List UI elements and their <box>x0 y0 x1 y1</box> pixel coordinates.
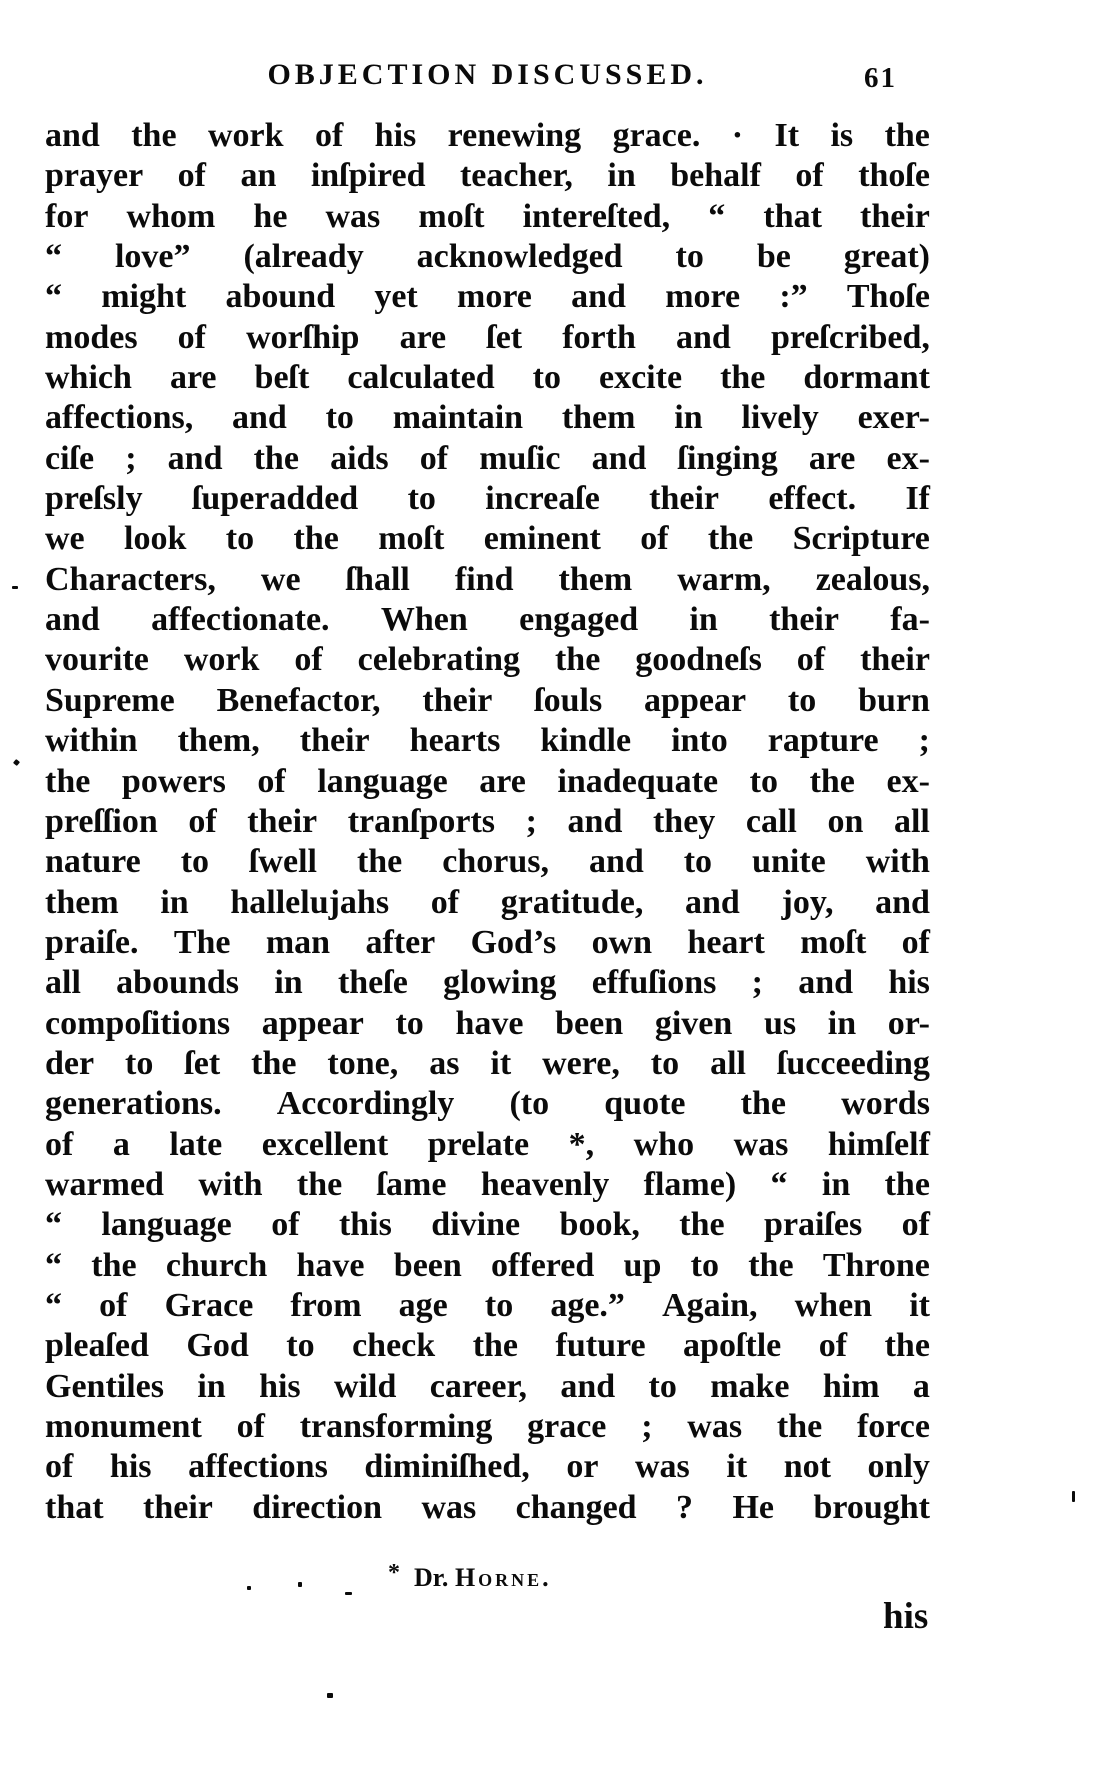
text-line: prayer of an inſpired teacher, in behalf of thoſe <box>45 157 930 195</box>
text-line: compoſitions appear to have been given us in or- <box>45 1004 930 1042</box>
text-line: preſsly ſuperadded to increaſe their effect. If <box>45 480 930 518</box>
text-line: “ language of this divine book, the praiſes of <box>45 1206 930 1244</box>
text-line: ciſe ; and the aids of muſic and ſinging are ex- <box>45 439 930 477</box>
text-line: Gentiles in his wild career, and to make him a <box>45 1367 930 1405</box>
footnote <box>388 1560 552 1593</box>
text-line: warmed with the ſame heavenly flame) “ in the <box>45 1165 930 1203</box>
text-line: modes of worſhip are ſet forth and preſcribed, <box>45 318 930 356</box>
text-line: which are beſt calculated to excite the dormant <box>45 359 930 397</box>
scan-artifact <box>327 1693 333 1698</box>
text-line: pleaſed God to check the future apoſtle of the <box>45 1327 930 1365</box>
text-line: and the work of his renewing grace. · It is the <box>45 117 930 154</box>
scan-artifact <box>345 1592 352 1595</box>
footnote-name: Horne. <box>454 1563 552 1592</box>
text-line: generations. Accordingly (to quote the words <box>45 1085 930 1123</box>
text-line: them in hallelujahs of gratitude, and joy, and <box>45 883 930 921</box>
text-line: all abounds in theſe glowing effuſions ; and his <box>45 964 930 1002</box>
text-line: monument of transforming grace ; was the force <box>45 1408 930 1445</box>
text-line: praiſe. The man after God’s own heart moſt of <box>45 923 930 961</box>
text-line: Supreme Benefactor, their ſouls appear to burn <box>45 681 930 719</box>
running-head-title: OBJECTION DISCUSSED. <box>267 58 708 91</box>
text-line: affections, and to maintain them in lively exer- <box>45 399 930 437</box>
text-line: vourite work of celebrating the goodneſs of their <box>45 641 930 679</box>
text-line: the powers of language are inadequate to the ex- <box>45 762 930 800</box>
scan-artifact <box>12 586 18 589</box>
text-line: of his affections diminiſhed, or was it not only <box>45 1448 930 1486</box>
scan-artifact <box>298 1582 302 1587</box>
text-line: we look to the moſt eminent of the Scripture <box>45 520 930 558</box>
text-line: “ of Grace from age to age.” Again, when it <box>45 1286 930 1324</box>
text-line: within them, their hearts kindle into rapture ; <box>45 722 930 760</box>
text-line: of a late excellent prelate *, who was himſelf <box>45 1125 930 1163</box>
footnote-marker: * <box>388 1560 400 1586</box>
text-line: and affectionate. When engaged in their fa- <box>45 601 930 639</box>
scan-artifact <box>1072 1491 1075 1502</box>
footnote-prefix: Dr. <box>414 1563 449 1592</box>
text-line: “ might abound yet more and more :” Thoſe <box>45 278 930 316</box>
text-line: preſſion of their tranſports ; and they call on all <box>45 802 930 840</box>
body-text-block <box>45 116 930 1528</box>
text-line: for whom he was moſt intereſted, “ that their <box>45 197 930 235</box>
text-line: that their direction was changed ? He brought <box>45 1488 930 1526</box>
text-line: der to ſet the tone, as it were, to all ſucceeding <box>45 1044 930 1082</box>
scan-artifact <box>247 1586 251 1590</box>
text-line: nature to ſwell the chorus, and to unite with <box>45 843 930 881</box>
text-line: “ love” (already acknowledged to be great) <box>45 238 930 276</box>
text-line: Characters, we ſhall find them warm, zealous, <box>45 560 930 598</box>
text-line: “ the church have been offered up to the Throne <box>45 1246 930 1284</box>
page-number: 61 <box>864 62 897 94</box>
catchword: his <box>883 1596 929 1637</box>
scan-artifact <box>13 759 20 766</box>
